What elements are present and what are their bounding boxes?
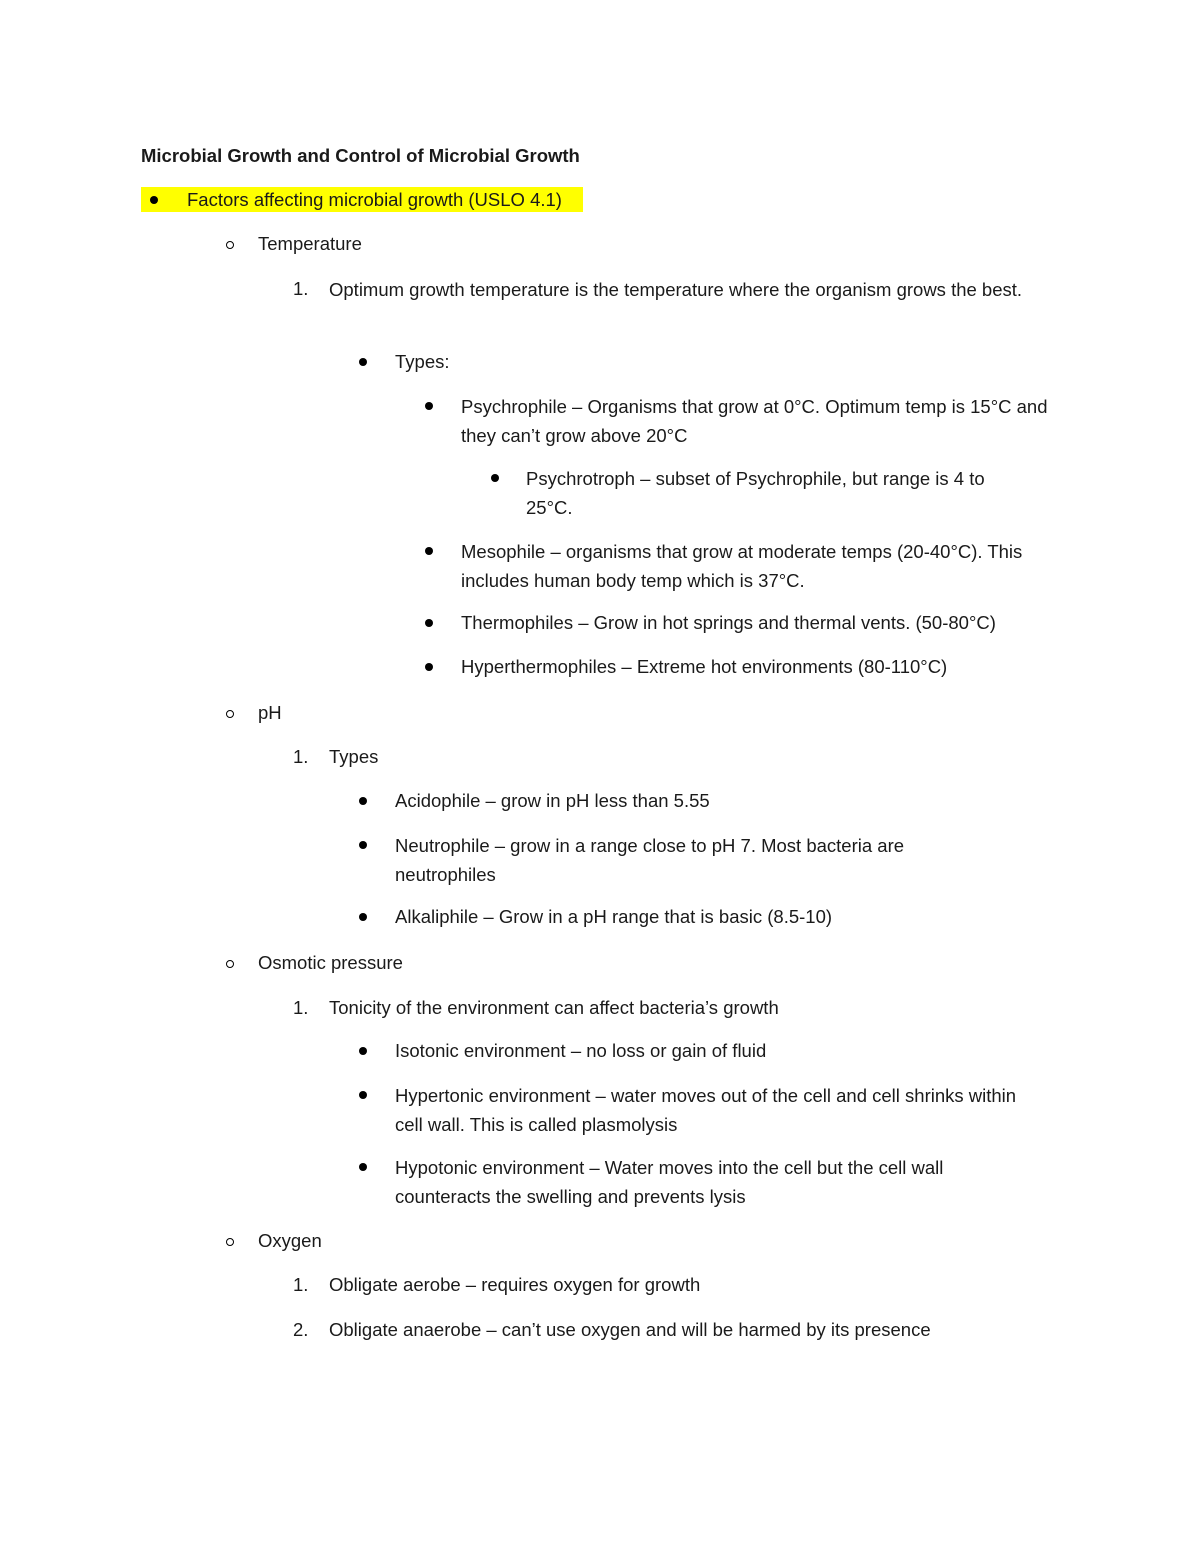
bullet-icon — [359, 1047, 367, 1055]
circle-bullet-icon — [226, 1238, 234, 1246]
list-item: Mesophile – organisms that grow at moderate temps (20-40°C). This includes human body temp which is 37°C. — [461, 541, 1023, 591]
list-item: Alkaliphile – Grow in a pH range that is basic (8.5-10) — [395, 906, 833, 927]
bullet-icon — [425, 547, 433, 555]
section-heading: Factors affecting microbial growth (USLO 4.1) — [187, 189, 562, 210]
list-item: Tonicity of the environment can affect bacteria’s growth — [329, 997, 779, 1018]
circle-bullet-icon — [226, 960, 234, 968]
list-number: 2. — [293, 1319, 309, 1340]
bullet-icon — [425, 663, 433, 671]
document-title: Microbial Growth and Control of Microbial Growth — [141, 145, 580, 166]
topic-osmotic-pressure: Osmotic pressure — [258, 952, 403, 973]
list-item: Obligate anaerobe – can’t use oxygen and will be harmed by its presence — [329, 1319, 931, 1340]
circle-bullet-icon — [226, 241, 234, 249]
topic-oxygen: Oxygen — [258, 1230, 322, 1251]
bullet-icon — [359, 841, 367, 849]
bullet-icon — [425, 619, 433, 627]
circle-bullet-icon — [226, 710, 234, 718]
list-item: Hyperthermophiles – Extreme hot environments (80-110°C) — [461, 656, 948, 677]
bullet-icon — [359, 797, 367, 805]
bullet-icon — [491, 474, 499, 482]
list-item: Types: — [395, 351, 450, 372]
bullet-icon — [150, 196, 158, 204]
list-item: Hypertonic environment – water moves out of the cell and cell shrinks within cell wall. This is called plasmolysis — [395, 1085, 1017, 1135]
list-item: Types — [329, 746, 379, 767]
list-item: Neutrophile – grow in a range close to pH 7. Most bacteria are neutrophiles — [395, 835, 905, 885]
bullet-icon — [359, 358, 367, 366]
bullet-icon — [359, 1091, 367, 1099]
bullet-icon — [359, 1163, 367, 1171]
bullet-icon — [359, 913, 367, 921]
list-item: Isotonic environment – no loss or gain of fluid — [395, 1040, 767, 1061]
list-number: 1. — [293, 1274, 309, 1295]
list-number: 1. — [293, 278, 309, 299]
list-item: Obligate aerobe – requires oxygen for growth — [329, 1274, 701, 1295]
list-item: Hypotonic environment – Water moves into the cell but the cell wall counteracts the swelling and prevents lysis — [395, 1157, 944, 1207]
topic-ph: pH — [258, 702, 282, 723]
list-item: Psychrotroph – subset of Psychrophile, but range is 4 to 25°C. — [526, 468, 985, 518]
list-number: 1. — [293, 997, 309, 1018]
list-number: 1. — [293, 746, 309, 767]
list-item: Acidophile – grow in pH less than 5.55 — [395, 790, 710, 811]
bullet-icon — [425, 402, 433, 410]
list-item: Thermophiles – Grow in hot springs and thermal vents. (50-80°C) — [461, 612, 996, 633]
list-item: Psychrophile – Organisms that grow at 0°C. Optimum temp is 15°C and they can’t grow above 20°C — [461, 396, 1048, 446]
list-item: Optimum growth temperature is the temperature where the organism grows the best. — [329, 279, 1023, 300]
topic-temperature: Temperature — [258, 233, 362, 254]
